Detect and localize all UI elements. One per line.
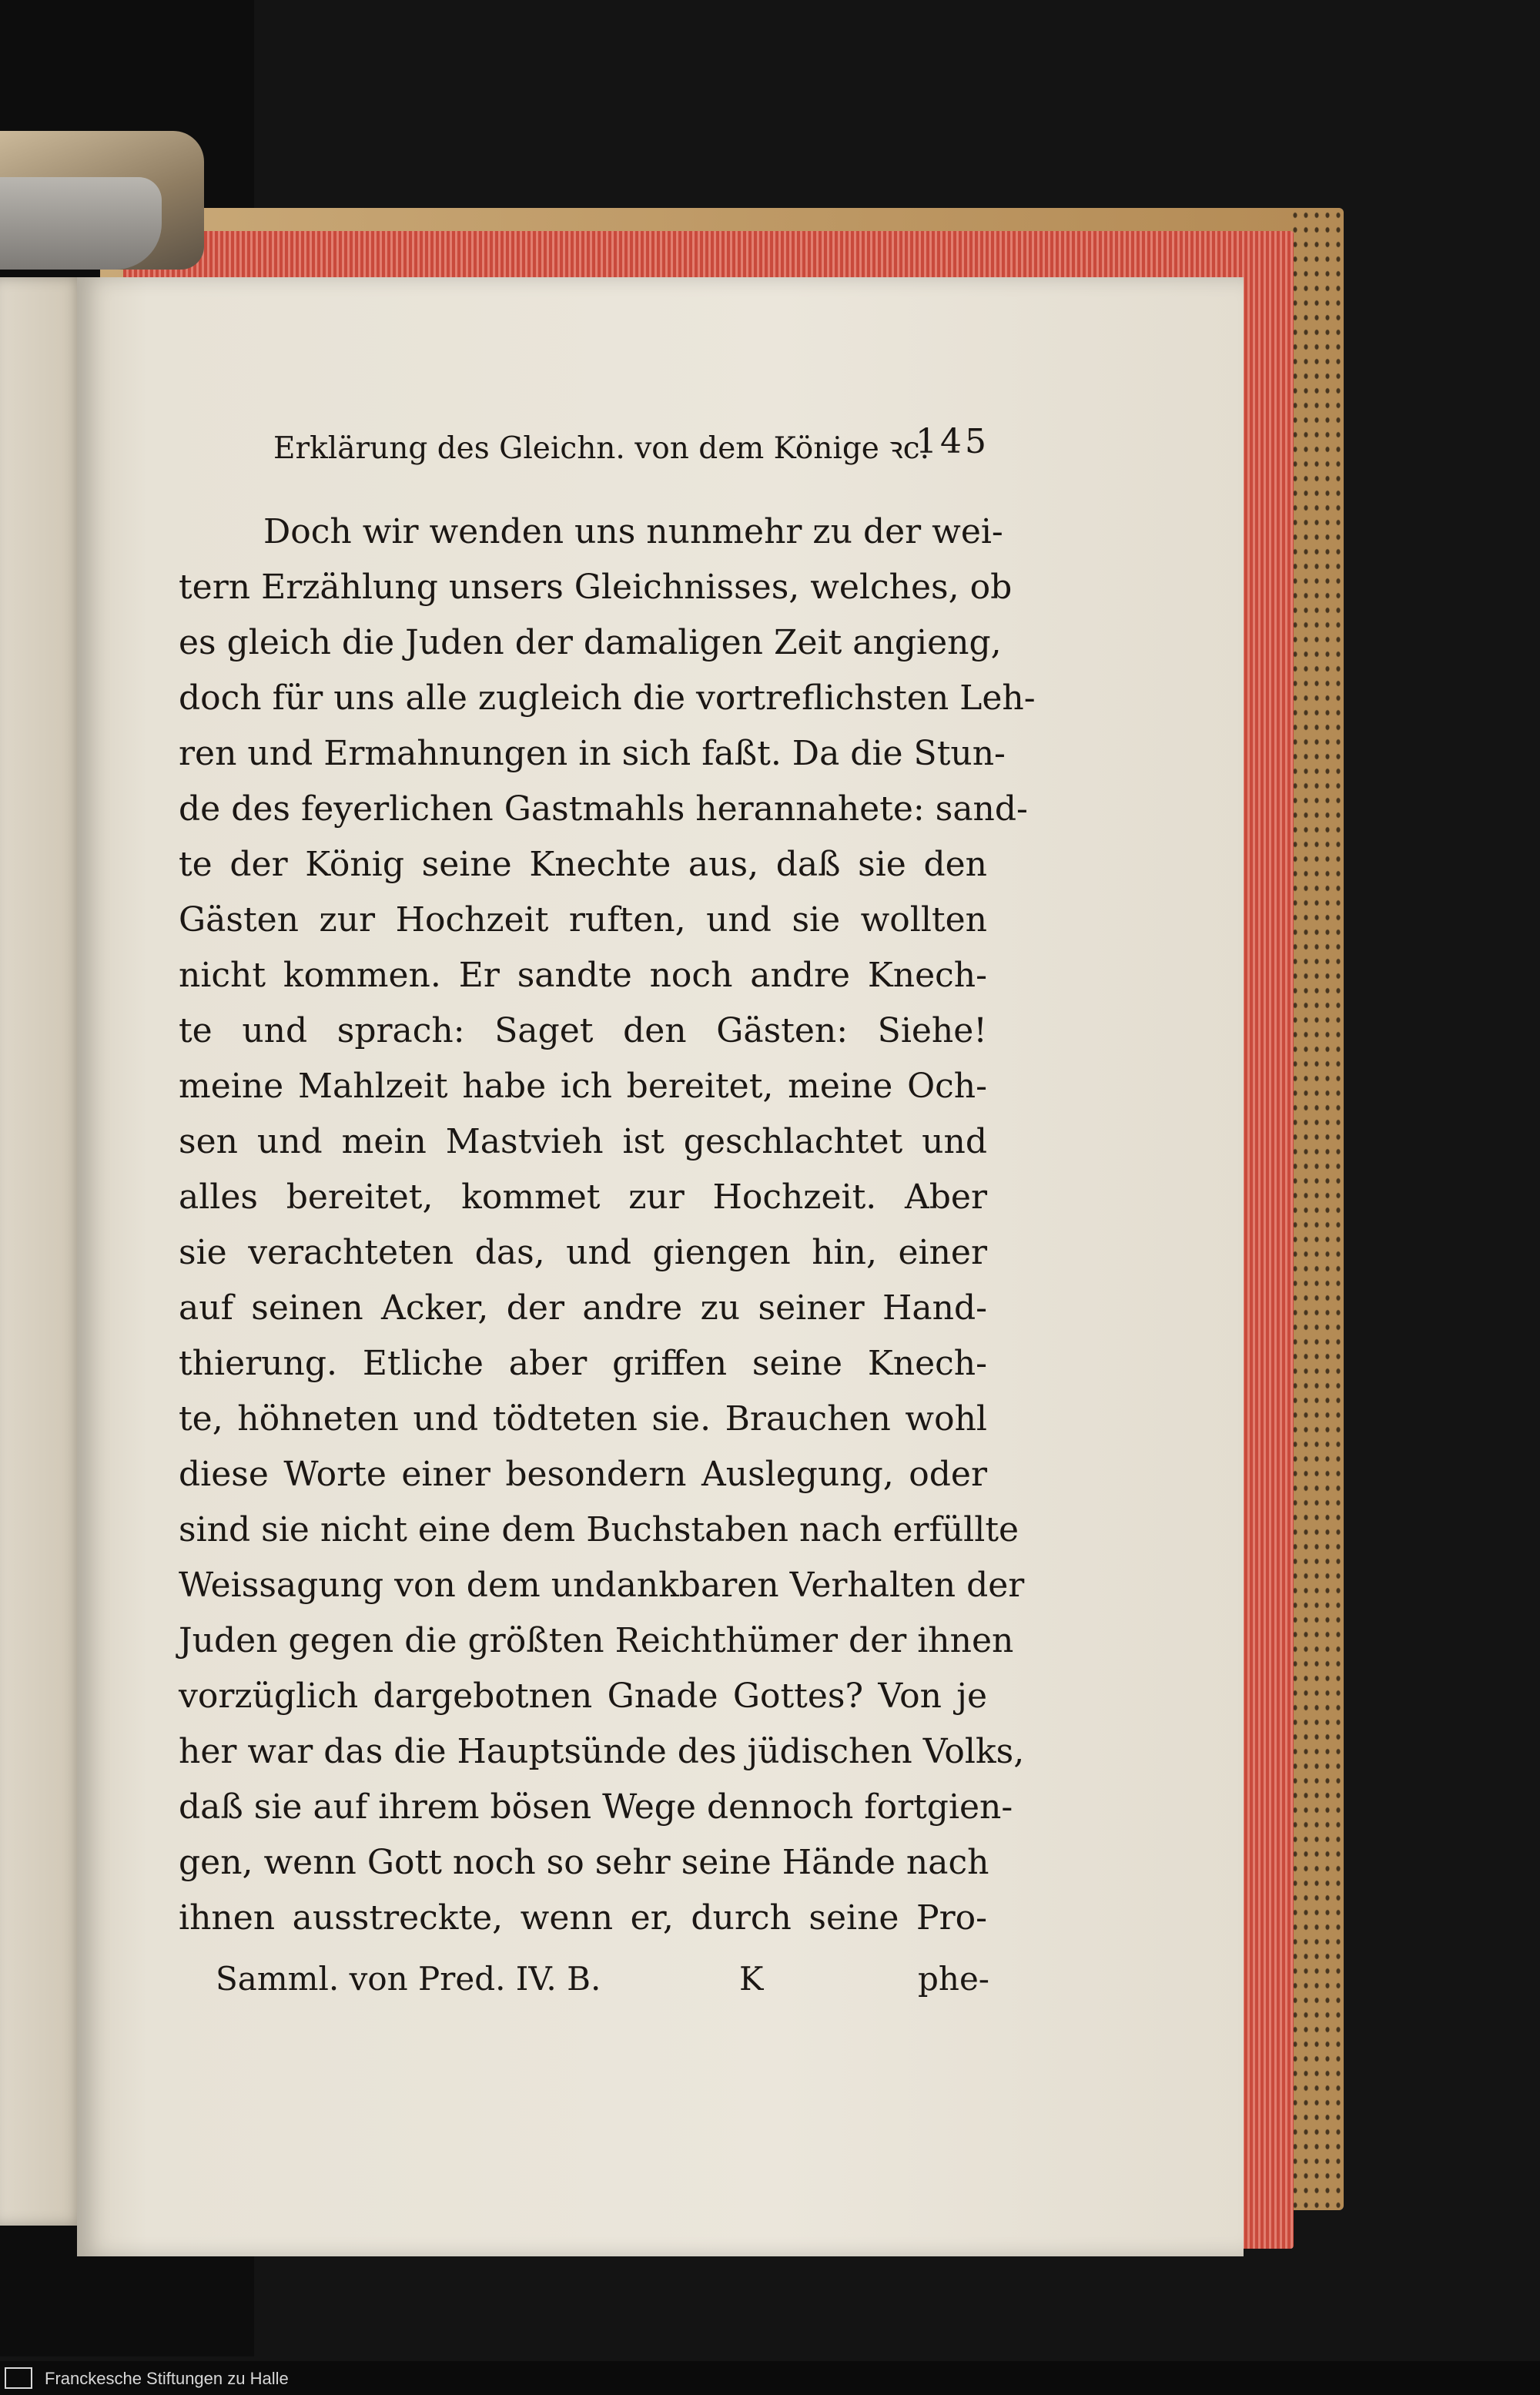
text-line: es gleich die Juden der damaligen Zeit angieng, [179, 623, 1002, 662]
text-line: Doch wir wenden uns nunmehr zu der wei- [263, 512, 1003, 551]
page-number: 145 [916, 422, 989, 461]
running-head-title: Erklärung des Gleichn. von dem Könige ꝛc. [273, 431, 929, 466]
running-header [273, 422, 989, 468]
footer-signature: Samml. von Pred. IV. B. [216, 1960, 601, 1998]
text-line: de des feyerlichen Gastmahls herannahete: sand- [179, 789, 1028, 829]
text-line: ren und Ermahnungen in sich faßt. Da die Stun- [179, 734, 1006, 773]
text-line: meine Mahlzeit habe ich bereitet, meine Och- [179, 1067, 987, 1106]
catchword: phe- [918, 1960, 989, 1998]
left-page-edge [0, 277, 85, 2226]
text-line: Juden gegen die größten Reichthümer der ihnen [179, 1621, 1014, 1660]
text-line: te und sprach: Saget den Gästen: Siehe! [179, 1011, 987, 1050]
text-line: Weissagung von dem undankbaren Verhalten der [179, 1566, 1025, 1605]
text-line: ihnen ausstreckte, wenn er, durch seine Pro- [179, 1898, 987, 1938]
text-line: tern Erzählung unsers Gleichnisses, welches, ob [179, 568, 1013, 607]
text-line: daß sie auf ihrem bösen Wege dennoch fortgien- [179, 1787, 1013, 1827]
spine-cloth [0, 177, 162, 270]
text-line: auf seinen Acker, der andre zu seiner Hand- [179, 1288, 987, 1328]
cover-speckle [1290, 208, 1344, 2210]
text-line: te, höhneten und tödteten sie. Brauchen wohl [179, 1399, 987, 1439]
text-line: diese Worte einer besondern Auslegung, oder [179, 1455, 987, 1494]
page-footer [216, 1960, 989, 2006]
text-line: doch für uns alle zugleich die vortreflichsten Leh- [179, 678, 1036, 718]
text-line: gen, wenn Gott noch so sehr seine Hände nach [179, 1843, 989, 1882]
attribution-bar [0, 2361, 1540, 2395]
text-line: sie verachteten das, und giengen hin, einer [179, 1233, 987, 1272]
text-line: sen und mein Mastvieh ist geschlachtet und [179, 1122, 987, 1161]
text-line: te der König seine Knechte aus, daß sie den [179, 845, 987, 884]
text-line: nicht kommen. Er sandte noch andre Knech- [179, 956, 987, 995]
institution-logo-icon [5, 2367, 32, 2389]
text-line: alles bereitet, kommet zur Hochzeit. Aber [179, 1177, 987, 1217]
text-line: Gästen zur Hochzeit ruften, und sie wollten [179, 900, 987, 940]
attribution-label: Franckesche Stiftungen zu Halle [45, 2369, 289, 2388]
signature-mark: K [739, 1960, 764, 1998]
page-body-text [179, 504, 1036, 1946]
text-line: her war das die Hauptsünde des jüdischen Volks, [179, 1732, 1025, 1771]
text-line: thierung. Etliche aber griffen seine Knech- [179, 1344, 987, 1383]
text-line: sind sie nicht eine dem Buchstaben nach erfüllte [179, 1510, 1019, 1549]
text-line: vorzüglich dargebotnen Gnade Gottes? Von je [179, 1676, 987, 1716]
